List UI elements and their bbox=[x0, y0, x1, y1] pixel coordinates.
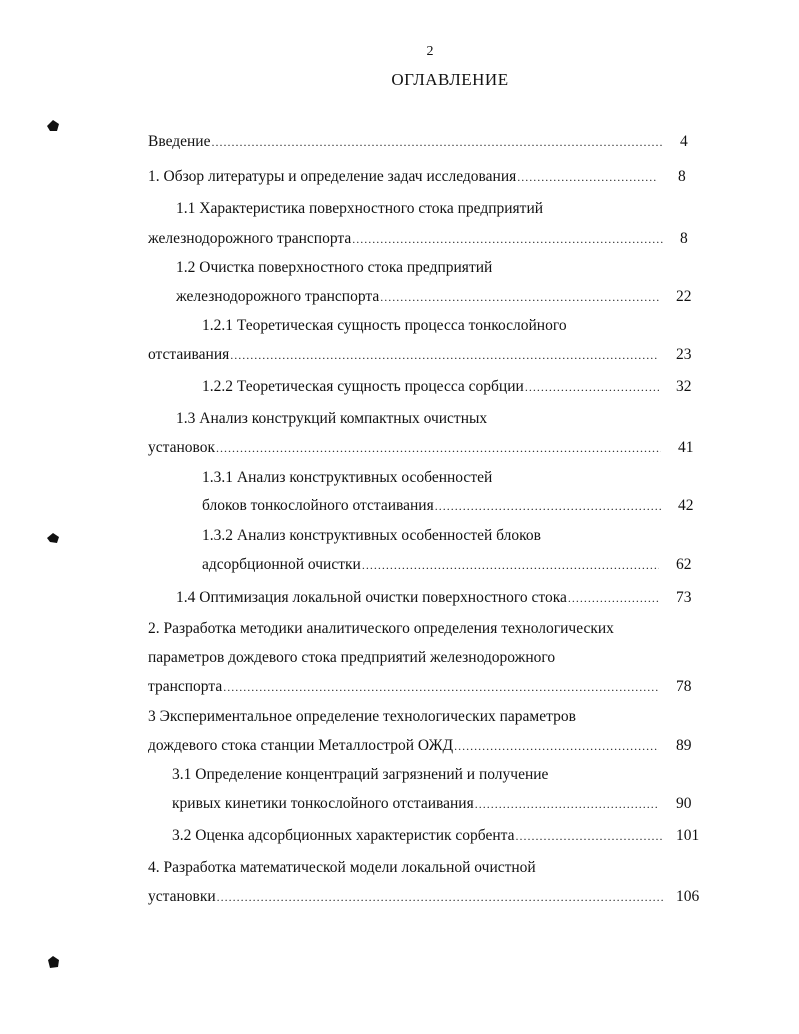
toc-entry-3[interactable] bbox=[148, 735, 692, 757]
dot-leader bbox=[475, 793, 659, 815]
toc-page-number: 101 bbox=[676, 827, 700, 844]
toc-entry-text: блоков тонкослойного отстаивания bbox=[202, 497, 434, 514]
dot-leader bbox=[352, 228, 663, 250]
dot-leader bbox=[517, 166, 657, 188]
toc-page-number: 23 bbox=[676, 346, 692, 363]
dot-leader bbox=[217, 886, 663, 908]
toc-entry-text: железнодорожного транспорта bbox=[148, 230, 352, 247]
toc-page-number: 62 bbox=[676, 556, 692, 573]
dot-leader bbox=[362, 554, 659, 576]
toc-entry-1-1[interactable] bbox=[148, 228, 688, 250]
toc-entry-text: дождевого стока станции Металлострой ОЖД bbox=[148, 737, 454, 754]
toc-entry-text: установки bbox=[148, 888, 216, 905]
toc-entry-text: параметров дождевого стока предприятий железнодорожного bbox=[148, 649, 556, 666]
toc-entry-text: 1.2 Очистка поверхностного стока предприятий bbox=[176, 259, 493, 276]
toc-entry-text: 4. Разработка математической модели локальной очистной bbox=[148, 859, 536, 876]
dot-leader bbox=[525, 376, 659, 398]
toc-entry-text: 1.2.2 Теоретическая сущность процесса сорбции bbox=[202, 378, 524, 395]
dot-leader bbox=[454, 735, 659, 757]
dot-leader bbox=[380, 286, 659, 308]
toc-page-number: 90 bbox=[676, 795, 692, 812]
toc-entry-text: установок bbox=[148, 439, 216, 456]
toc-entry-3-2[interactable] bbox=[172, 825, 700, 847]
toc-entry-text: 3.2 Оценка адсорбционных характеристик сорбента bbox=[172, 827, 515, 844]
toc-page-number: 41 bbox=[678, 439, 694, 456]
toc-page-number: 73 bbox=[676, 589, 692, 606]
dot-leader bbox=[216, 437, 661, 459]
toc-entry-text: транспорта bbox=[148, 678, 223, 695]
toc-entry-text: 2. Разработка методики аналитического определения технологических bbox=[148, 620, 614, 637]
toc-page-number: 42 bbox=[678, 497, 694, 514]
toc-entry-1-2-1[interactable] bbox=[148, 344, 692, 366]
toc-entry-1[interactable] bbox=[148, 166, 686, 188]
binding-hole-mark-icon bbox=[45, 530, 61, 546]
toc-entry-text: 1.4 Оптимизация локальной очистки поверхностного стока bbox=[176, 589, 567, 606]
dot-leader bbox=[435, 495, 661, 517]
dot-leader bbox=[515, 825, 663, 847]
toc-entry-text: 3 Экспериментальное определение технологических параметров bbox=[148, 708, 576, 725]
toc-page-number: 78 bbox=[676, 678, 692, 695]
toc-entry-text: кривых кинетики тонкослойного отстаивания bbox=[172, 795, 474, 812]
toc-entry-text: 1. Обзор литературы и определение задач исследования bbox=[148, 168, 517, 185]
toc-entry-2[interactable] bbox=[148, 676, 692, 698]
toc-entry-text: железнодорожного транспорта bbox=[176, 288, 380, 305]
toc-entry-4[interactable] bbox=[148, 886, 700, 908]
toc-entry-1-3-1[interactable] bbox=[202, 495, 694, 517]
dot-leader bbox=[223, 676, 659, 698]
toc-entry-text: отстаивания bbox=[148, 346, 230, 363]
toc-page-number: 89 bbox=[676, 737, 692, 754]
page-title: ОГЛАВЛЕНИЕ bbox=[391, 70, 509, 89]
toc-entry-text: 3.1 Определение концентраций загрязнений и получение bbox=[172, 766, 549, 783]
toc-entry-1-3[interactable] bbox=[148, 437, 694, 459]
toc-entry-text: 1.2.1 Теоретическая сущность процесса тонкослойного bbox=[202, 317, 567, 334]
toc-entry-text: Введение bbox=[148, 133, 211, 150]
toc-page-number: 4 bbox=[680, 133, 688, 150]
toc-page-number: 22 bbox=[676, 288, 692, 305]
page-number: 2 bbox=[426, 44, 434, 59]
binding-hole-mark-icon bbox=[45, 118, 61, 134]
toc-entry-text: 1.3.1 Анализ конструктивных особенностей bbox=[202, 469, 493, 486]
toc-entry-text: 1.1 Характеристика поверхностного стока предприятий bbox=[176, 200, 544, 217]
toc-page-number: 32 bbox=[676, 378, 692, 395]
dot-leader bbox=[230, 344, 659, 366]
toc-page-number: 106 bbox=[676, 888, 700, 905]
toc-entry-3-1[interactable] bbox=[172, 793, 692, 815]
toc-entry-1-3-2[interactable] bbox=[202, 554, 692, 576]
toc-entry-text: 1.3.2 Анализ конструктивных особенностей блоков bbox=[202, 527, 541, 544]
dot-leader bbox=[568, 587, 659, 609]
dot-leader bbox=[211, 131, 663, 153]
binding-hole-mark-icon bbox=[45, 954, 61, 970]
toc-entry-text: 1.3 Анализ конструкций компактных очистных bbox=[176, 410, 488, 427]
toc-entry-1-2-2[interactable] bbox=[202, 376, 692, 398]
toc-page-number: 8 bbox=[678, 168, 686, 185]
toc-entry-intro[interactable] bbox=[148, 131, 688, 153]
toc-entry-1-4[interactable] bbox=[176, 587, 692, 609]
toc-page-number: 8 bbox=[680, 230, 688, 247]
toc-entry-text: адсорбционной очистки bbox=[202, 556, 361, 573]
toc-entry-1-2[interactable] bbox=[176, 286, 692, 308]
